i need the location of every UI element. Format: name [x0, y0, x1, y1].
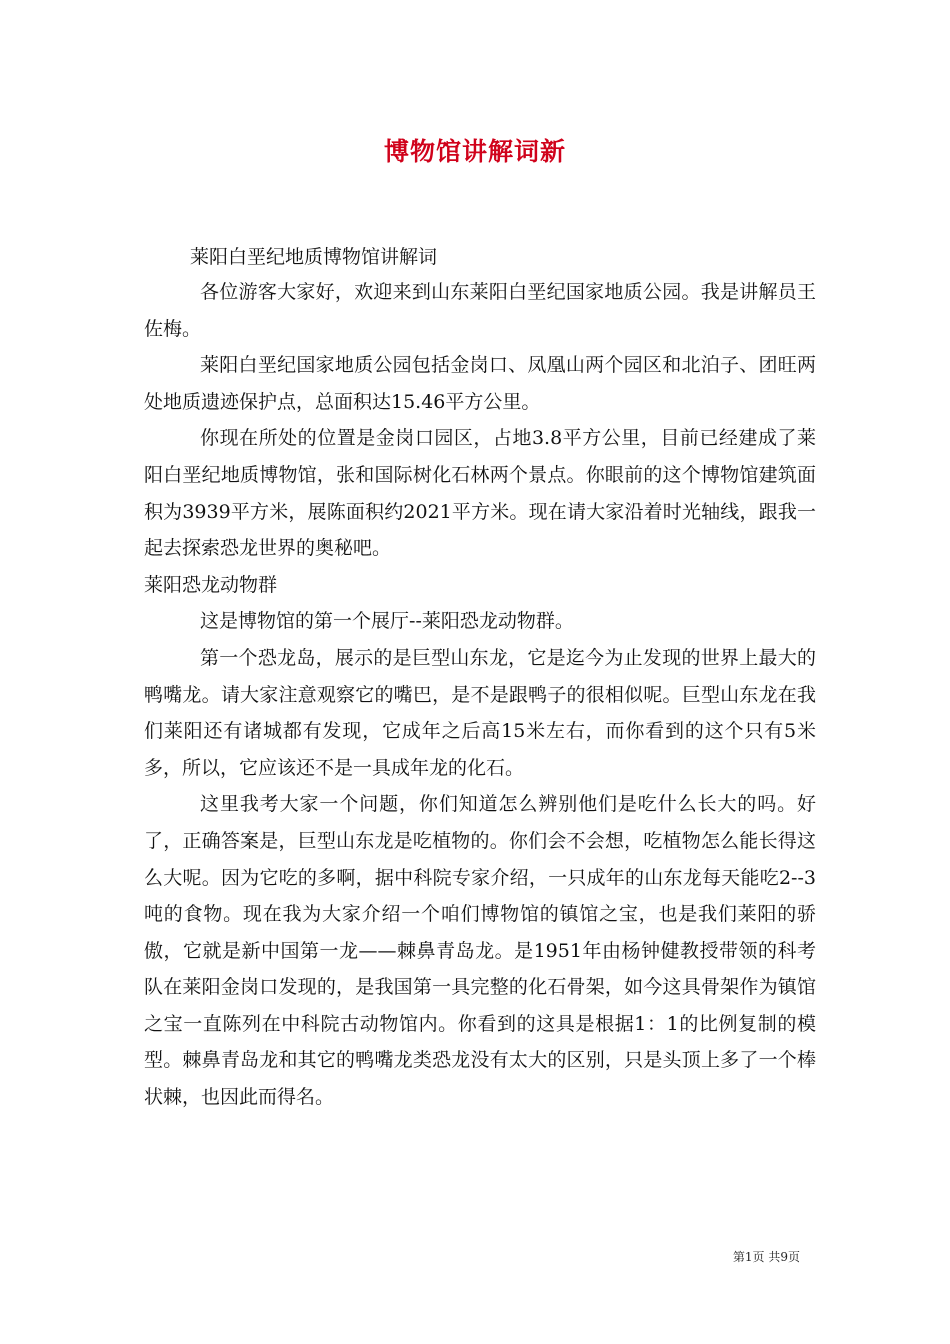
paragraph-first-hall: 这是博物馆的第一个展厅--莱阳恐龙动物群。 [200, 610, 574, 633]
paragraph-park-overview: 莱阳白垩纪国家地质公园包括金岗口、凤凰山两个园区和北泊子、团旺两处地质遗迹保护点，总面积达15.46平方公里。 [144, 354, 816, 413]
paragraph-current-location: 你现在所处的位置是金岗口园区，占地3.8平方公里，目前已经建成了莱阳白垩纪地质博物馆，张和国际树化石林两个景点。你眼前的这个博物馆建筑面积为3939平方米，展陈面积约2021平方米。现在请大家沿着时光轴线，跟我一起去探索恐龙世界的奥秘吧。 [144, 427, 816, 560]
paragraph-greeting: 各位游客大家好，欢迎来到山东莱阳白垩纪国家地质公园。我是讲解员王佐梅。 [144, 281, 816, 340]
paragraph-shantungosaurus: 第一个恐龙岛，展示的是巨型山东龙，它是迄今为止发现的世界上最大的鸭嘴龙。请大家注意观察它的嘴巴，是不是跟鸭子的很相似呢。巨型山东龙在我们莱阳还有诸城都有发现，它成年之后高15米左右，而你看到的这个只有5米多，所以，它应该还不是一具成年龙的化石。 [144, 646, 816, 779]
paragraph-tsintaosaurus: 这里我考大家一个问题，你们知道怎么辨别他们是吃什么长大的吗。好了，正确答案是，巨型山东龙是吃植物的。你们会不会想，吃植物怎么能长得这么大呢。因为它吃的多啊，据中科院专家介绍，一只成年的山东龙每天能吃2--3吨的食物。现在我为大家介绍一个咱们博物馆的镇馆之宝，也是我们莱阳的骄傲，它就是新中国第一龙——棘鼻青岛龙。是1951年由杨钟健教授带领的科考队在莱阳金岗口发现的，是我国第一具完整的化石骨架，如今这具骨架作为镇馆之宝一直陈列在中科院古动物馆内。你看到的这具是根据1：1的比例复制的模型。棘鼻青岛龙和其它的鸭嘴龙类恐龙没有太大的区别，只是头顶上多了一个棒状棘，也因此而得名。 [144, 793, 816, 1109]
document-body [144, 274, 816, 1116]
page-number-footer: 第1页 共9页 [732, 1250, 800, 1264]
document-title: 博物馆讲解词新 [383, 137, 566, 166]
section-heading-dinosaur-fauna: 莱阳恐龙动物群 [144, 573, 278, 596]
document-subtitle: 莱阳白垩纪地质博物馆讲解词 [190, 246, 438, 268]
